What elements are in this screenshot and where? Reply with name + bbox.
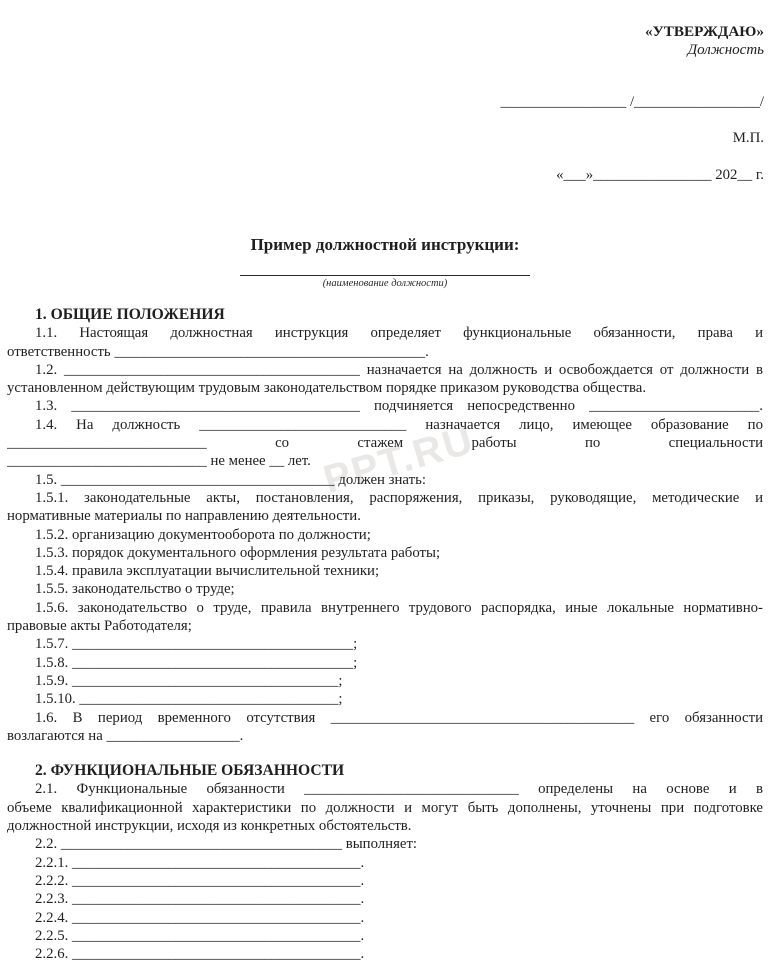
doc-line: 1.5.1. законодательные акты, постановления, распоряжения, приказы, руководящие, методические и (35, 489, 763, 506)
watermark: PPT.RU (318, 417, 480, 503)
doc-line: 1.5.4. правила эксплуатации вычислительной техники; (35, 563, 380, 580)
doc-line: 1.4. На должность ____________________________ назначается лицо, имеющее образование по (35, 416, 763, 433)
doc-line: 2.2. ______________________________________ выполняет: (35, 836, 418, 853)
doc-line: 2.2.2. _______________________________________. (35, 872, 365, 889)
doc-line: возлагаются на __________________. (7, 727, 244, 744)
doc-line: ответственность __________________________________________. (7, 343, 429, 360)
doc-line: 2.2.1. _______________________________________. (35, 854, 365, 871)
doc-line: 1.5.6. законодательство о труде, правила внутреннего трудового распорядка, иные локальные нормативно- (35, 599, 763, 616)
doc-line: 2.1. Функциональные обязанности _____________________________ определены на основе и в (35, 781, 763, 798)
doc-line: 1.1. Настоящая должностная инструкция определяет функциональные обязанности, права и (35, 325, 763, 342)
doc-line: объеме квалификационной характеристики по должности и могут быть дополнены, уточнены при подготовке (7, 799, 763, 816)
document-content (7, 306, 763, 963)
doc-line: 2.2.5. _______________________________________. (35, 927, 365, 944)
doc-line: 1.5.7. ______________________________________; (35, 636, 358, 653)
title-underline-field (240, 275, 530, 276)
doc-line: ___________________________ не менее __ лет. (7, 453, 311, 470)
date-line: «___»________________ 202__ г. (556, 167, 764, 183)
doc-line: 2.2.3. _______________________________________. (35, 891, 365, 908)
document-section (7, 762, 763, 963)
doc-line: 1.5.3. порядок документального оформления результата работы; (35, 544, 441, 561)
doc-line: 1.6. В период временного отсутствия _________________________________________ его обязанности (35, 709, 763, 726)
approval-position-label: Должность (687, 42, 764, 58)
doc-line: 1.5.9. ____________________________________; (35, 672, 343, 689)
section-heading: 1. ОБЩИЕ ПОЛОЖЕНИЯ (35, 306, 225, 323)
section-heading: 2. ФУНКЦИОНАЛЬНЫЕ ОБЯЗАННОСТИ (35, 762, 345, 780)
signature-line: _________________ /_________________/ (500, 94, 764, 110)
title-block (0, 233, 770, 289)
document-section (7, 306, 763, 745)
doc-line: 1.5.5. законодательство о труде; (35, 581, 235, 598)
approval-stamp: «УТВЕРЖДАЮ» (644, 23, 764, 40)
seal-label: М.П. (732, 130, 764, 146)
doc-line: должностной инструкции, исходя из конкретных обстоятельств. (7, 818, 412, 835)
doc-line: 1.5. _____________________________________ должен знать: (35, 471, 426, 488)
doc-line: установленном действующим трудовым законодательством порядке приказом руководства общества. (7, 380, 647, 397)
doc-line: 2.2.4. _______________________________________. (35, 909, 365, 926)
doc-line: правовые акты Работодателя; (7, 618, 192, 635)
doc-line: 1.5.8. ______________________________________; (35, 654, 358, 671)
approval-block (501, 22, 764, 185)
doc-line: 2.2.6. _______________________________________. (35, 946, 365, 963)
document-title: Пример должностной инструкции: (250, 235, 520, 254)
doc-line: 1.2. ________________________________________ назначается на должность и освобождается от должности в (35, 361, 763, 378)
doc-line: 1.3. _______________________________________ подчиняется непосредственно _______________________. (35, 398, 763, 415)
doc-line: ___________________________ со стажем работы по специальности (7, 435, 763, 452)
doc-line: 1.5.10. ___________________________________; (35, 691, 343, 708)
doc-line: нормативные материалы по направлению деятельности. (7, 508, 361, 525)
title-caption: (наименование должности) (322, 278, 448, 289)
doc-line: 1.5.2. организацию документооборота по должности; (35, 526, 371, 543)
